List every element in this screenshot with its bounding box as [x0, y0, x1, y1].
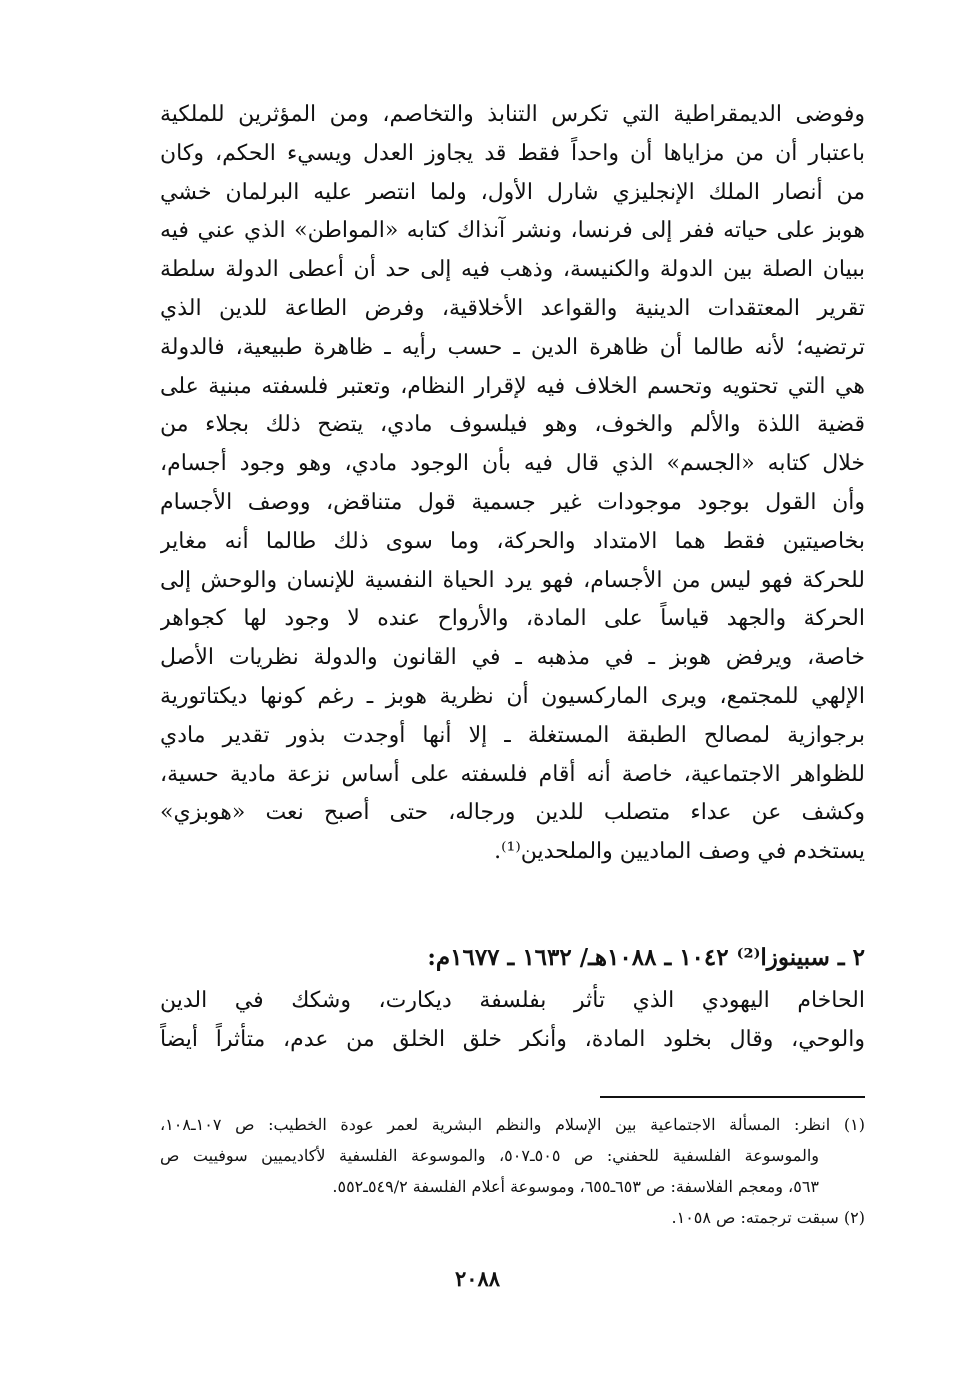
text-line: قضية اللذة والألم والخوف، وهو فيلسوف مادي، يتضح ذلك بجلاء من: [160, 412, 865, 438]
text-line: والوحي، وقال بخلود المادة، وأنكر خلق الخلق من عدم، متأثراً أيضاً: [160, 1026, 865, 1052]
text-line: تقرير المعتقدات الدينية والقواعد الأخلاقية، وفرض الطاعة للدين الذي: [160, 295, 865, 321]
text-line: برجوازية لمصالح الطبقة المستغلة ـ إلا أنها أوجدت بذور تقدير مادي: [160, 722, 865, 748]
footnotes: [160, 1109, 865, 1233]
footnote-1-line: والموسوعة الفلسفية للحفني: ص ٥٠٥ـ٥٠٧، والموسوعة الفلسفية لأكاديميين سوفييت ص: [160, 1146, 820, 1165]
text-line: الإلهي للمجتمع، ويرى الماركسيون أن نظرية هوبز ـ رغم كونها ديكتاتورية: [160, 683, 865, 709]
footnote-separator: [600, 1096, 865, 1098]
text-line: الحركة والجهد قياساً على المادة، والأرواح عنده لا وجود لها كجواهر: [160, 606, 865, 632]
text-line: ترتضيه؛ لأنه طالما أن ظاهرة الدين ـ حسب رأيه ـ ظاهرة طبيعية، فالدولة: [160, 334, 865, 360]
section-heading: ٢ ـ سبينوزا⁽²⁾ ١٠٤٢ ـ ١٠٨٨هـ/ ١٦٣٢ ـ ١٦٧٧م:: [427, 944, 865, 971]
text-line: من أنصار الملك الإنجليزي شارل الأول، ولما انتصر عليه البرلمان خشي: [160, 179, 865, 205]
text-line: خاصة، ويرفض هوبز ـ في مذهبه ـ في القانون والدولة نظريات الأصل: [160, 645, 865, 671]
text-line: هوبز على حياته ففر إلى فرنسا، ونشر آنذاك كتابه «المواطن» الذي عني فيه: [160, 218, 865, 244]
text-line: بخاصيتين فقط هما الامتداد والحركة، وما سوى ذلك طالما أنه مغاير: [160, 528, 865, 554]
text-line: هي التي تحتويه وتحسم الخلاف فيه لإقرار النظام، وتعتبر فلسفته مبنية على: [160, 373, 865, 399]
text-line: وكشف عن عداء متصلب للدين ورجاله، حتى أصبح نعت «هوبزي»: [160, 800, 865, 826]
footnote-2: (٢) سبقت ترجمته: ص ١٠٥٨.: [671, 1208, 865, 1227]
text-line: ببيان الصلة بين الدولة والكنيسة، وذهب فيه إلى حد أن أعطى الدولة سلطة: [160, 257, 865, 283]
section-paragraph: [160, 982, 865, 1060]
text-line: يستخدم في وصف الماديين والملحدين⁽¹⁾.: [494, 839, 865, 865]
text-line: وأن القول بوجود موجودات غير جسمية قول متناقض، ووصف الأجسام: [160, 489, 865, 515]
body-paragraph: [160, 96, 865, 872]
text-line: الحاخام اليهودي الذي تأثر بفلسفة ديكارت، وشكك في الدين: [160, 988, 865, 1013]
footnote-1-line: (١) انظر: المسألة الاجتماعية بين الإسلام والنظم البشرية لعمر عودة الخطيب: ص ١٠٧ـ١٠٨،: [160, 1115, 865, 1134]
page-number: ٢٠٨٨: [454, 1266, 501, 1291]
footnote-1-line: ٥٦٣، ومعجم الفلاسفة: ص ٦٥٣ـ٦٥٥، وموسوعة أعلام الفلسفة ٥٤٩/٢ـ٥٥٢.: [332, 1177, 819, 1196]
text-line: خلال كتابه «الجسم» الذي قال فيه بأن الوجود مادي، وهو وجود أجسام،: [160, 451, 865, 477]
text-line: وفوضى الديمقراطية التي تكرس التنابذ والتخاصم، ومن المؤثرين للملكية: [160, 102, 865, 127]
text-line: باعتبار أن من مزاياها أن واحداً فقط قد يجاوز العدل ويسيء الحكم، وكان: [160, 140, 865, 166]
text-line: للظواهر الاجتماعية، خاصة أنه أقام فلسفته على أساس نزعة مادية حسية،: [160, 761, 865, 787]
text-line: للحركة فهو ليس من الأجسام، فهو يرد الحياة النفسية للإنسان والوحش إلى: [160, 567, 865, 593]
